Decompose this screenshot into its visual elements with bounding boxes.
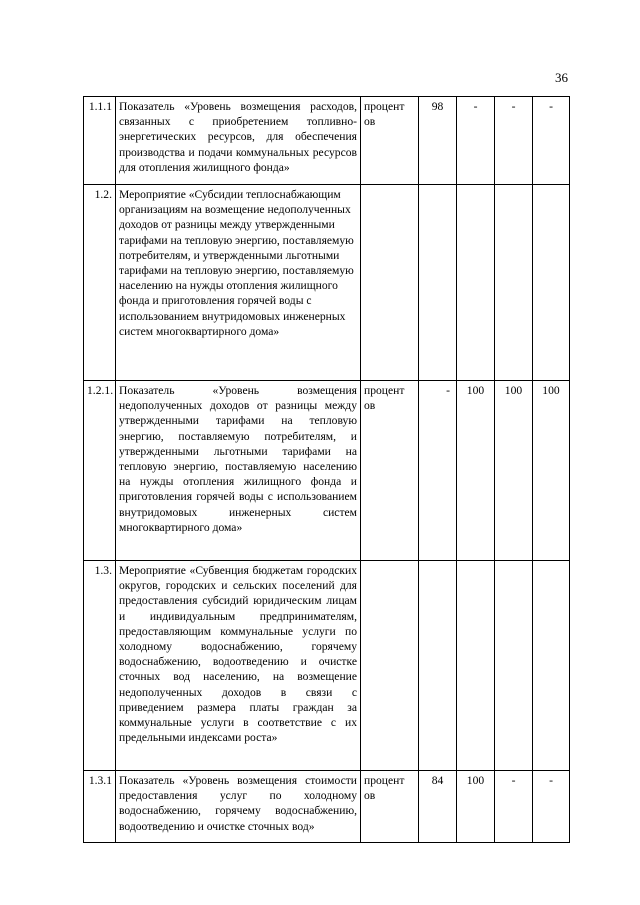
row-value	[457, 185, 495, 381]
row-value: -	[495, 771, 533, 843]
row-unit	[361, 185, 419, 381]
table-row	[84, 771, 570, 843]
row-value: -	[457, 97, 495, 185]
row-description: Мероприятие «Субсидии теплоснабжающим организациям на возмещение недополученных доходов от разницы между утвержденными тарифами на тепловую энергию, поставляемую потребителям, и утвержденными льготными тарифами на тепловую энергию, поставляемую населению на нужды отопления жилищного фонда и приготовления горячей воды с использованием внутридомовых инженерных систем многоквартирного дома»	[116, 185, 361, 381]
table-row	[84, 561, 570, 771]
row-value	[419, 561, 457, 771]
row-value	[495, 561, 533, 771]
table-row	[84, 97, 570, 185]
row-value: -	[533, 771, 570, 843]
row-value: 100	[495, 381, 533, 561]
table-row	[84, 381, 570, 561]
row-value: 98	[419, 97, 457, 185]
row-value: 84	[419, 771, 457, 843]
row-description: Показатель «Уровень возмещения недополученных доходов от разницы между утвержденными тарифами на тепловую энергию, поставляемую потребителям, и утвержденными льготными тарифами на тепловую энергию, поставляемую населению на нужды отопления жилищного фонда и приготовления горячей воды с использованием внутридомовых инженерных систем многоквартирного дома»	[116, 381, 361, 561]
indicators-table	[83, 96, 570, 843]
row-value: 100	[457, 771, 495, 843]
row-number: 1.2.	[84, 185, 116, 381]
row-number: 1.2.1.	[84, 381, 116, 561]
row-value: -	[419, 381, 457, 561]
row-value	[457, 561, 495, 771]
table-row	[84, 185, 570, 381]
row-number: 1.3.	[84, 561, 116, 771]
row-value	[495, 185, 533, 381]
row-value: -	[533, 97, 570, 185]
row-unit	[361, 561, 419, 771]
row-value	[419, 185, 457, 381]
row-value: -	[495, 97, 533, 185]
row-value: 100	[533, 381, 570, 561]
page-number: 36	[555, 70, 568, 85]
row-value: 100	[457, 381, 495, 561]
row-value	[533, 561, 570, 771]
row-description: Показатель «Уровень возмещения расходов, связанных с приобретением топливно-энергетических ресурсов, для обеспечения производства и подачи коммунальных ресурсов для отопления жилищного фонда»	[116, 97, 361, 185]
row-unit: процент ов	[361, 97, 419, 185]
row-number: 1.3.1	[84, 771, 116, 843]
row-unit: процент ов	[361, 771, 419, 843]
row-unit: процент ов	[361, 381, 419, 561]
row-number: 1.1.1	[84, 97, 116, 185]
row-description: Мероприятие «Субвенция бюджетам городских округов, городских и сельских поселений для предоставления субсидий юридическим лицам и индивидуальным предпринимателям, предоставляющим коммунальные услуги по холодному водоснабжению, горячему водоснабжению, водоотведению и очистке сточных вод населению, на возмещение недополученных доходов в связи с приведением размера платы граждан за коммунальные услуги в соответствие с их предельными индексами роста»	[116, 561, 361, 771]
row-value	[533, 185, 570, 381]
row-description: Показатель «Уровень возмещения стоимости предоставления услуг по холодному водоснабжению, горячему водоснабжению, водоотведению и очистке сточных вод»	[116, 771, 361, 843]
